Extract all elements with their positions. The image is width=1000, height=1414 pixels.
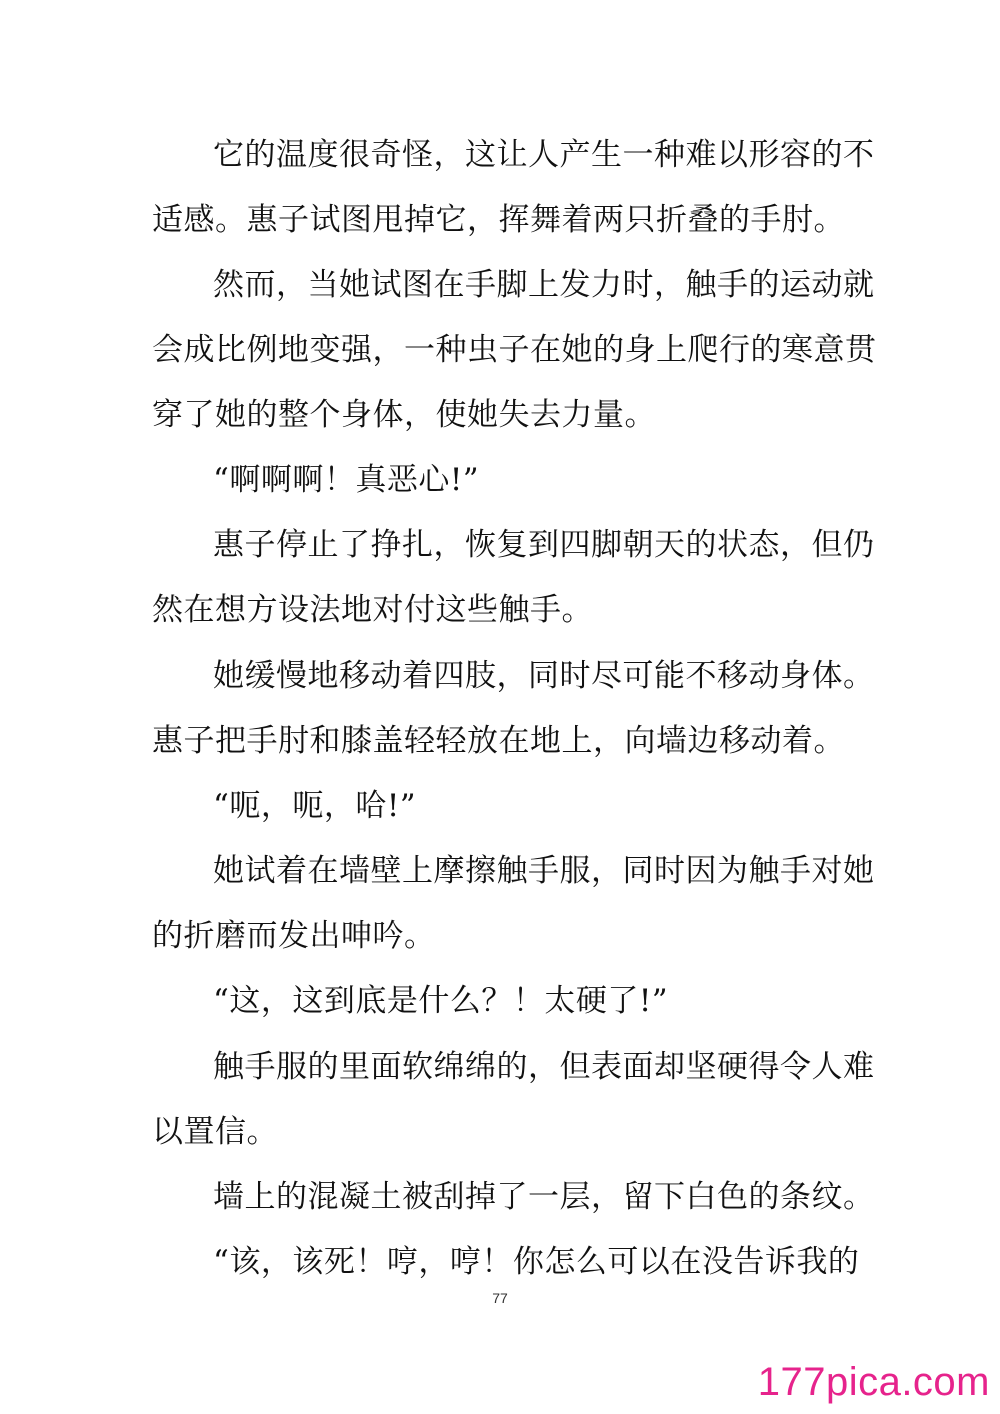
text-line: 它的温度很奇怪，这让人产生一种难以形容的不 [213,137,875,173]
text-line: 墙上的混凝土被刮掉了一层，留下白色的条纹。 [213,1179,875,1215]
text-line: 她试着在墙壁上摩擦触手服，同时因为触手对她 [213,853,875,889]
text-line: 惠子把手肘和膝盖轻轻放在地上，向墙边移动着。 [152,723,845,759]
text-line: 的折磨而发出呻吟。 [152,918,436,954]
text-line: 触手服的里面软绵绵的，但表面却坚硬得令人难 [213,1049,875,1085]
text-line: 然而，当她试图在手脚上发力时，触手的运动就 [213,267,875,303]
text-line: “这，这到底是什么？！太硬了!” [213,983,669,1019]
page-number: 77 [492,1290,508,1306]
text-line: 然在想方设法地对付这些触手。 [152,592,593,628]
text-line: 她缓慢地移动着四肢，同时尽可能不移动身体。 [213,658,875,694]
text-line: “该，该死！哼，哼！你怎么可以在没告诉我的 [213,1244,860,1280]
watermark: 177pica.com [757,1360,990,1404]
text-line: 会成比例地变强，一种虫子在她的身上爬行的寒意贯 [152,332,877,368]
text-line: 穿了她的整个身体，使她失去力量。 [152,397,656,433]
text-line: 适感。惠子试图甩掉它，挥舞着两只折叠的手肘。 [152,202,845,238]
text-line: 以置信。 [152,1114,278,1150]
text-line: “呃，呃，哈!” [213,788,417,824]
text-line: 惠子停止了挣扎，恢复到四脚朝天的状态，但仍 [213,527,875,563]
text-line: “啊啊啊！真恶心!” [213,462,480,498]
